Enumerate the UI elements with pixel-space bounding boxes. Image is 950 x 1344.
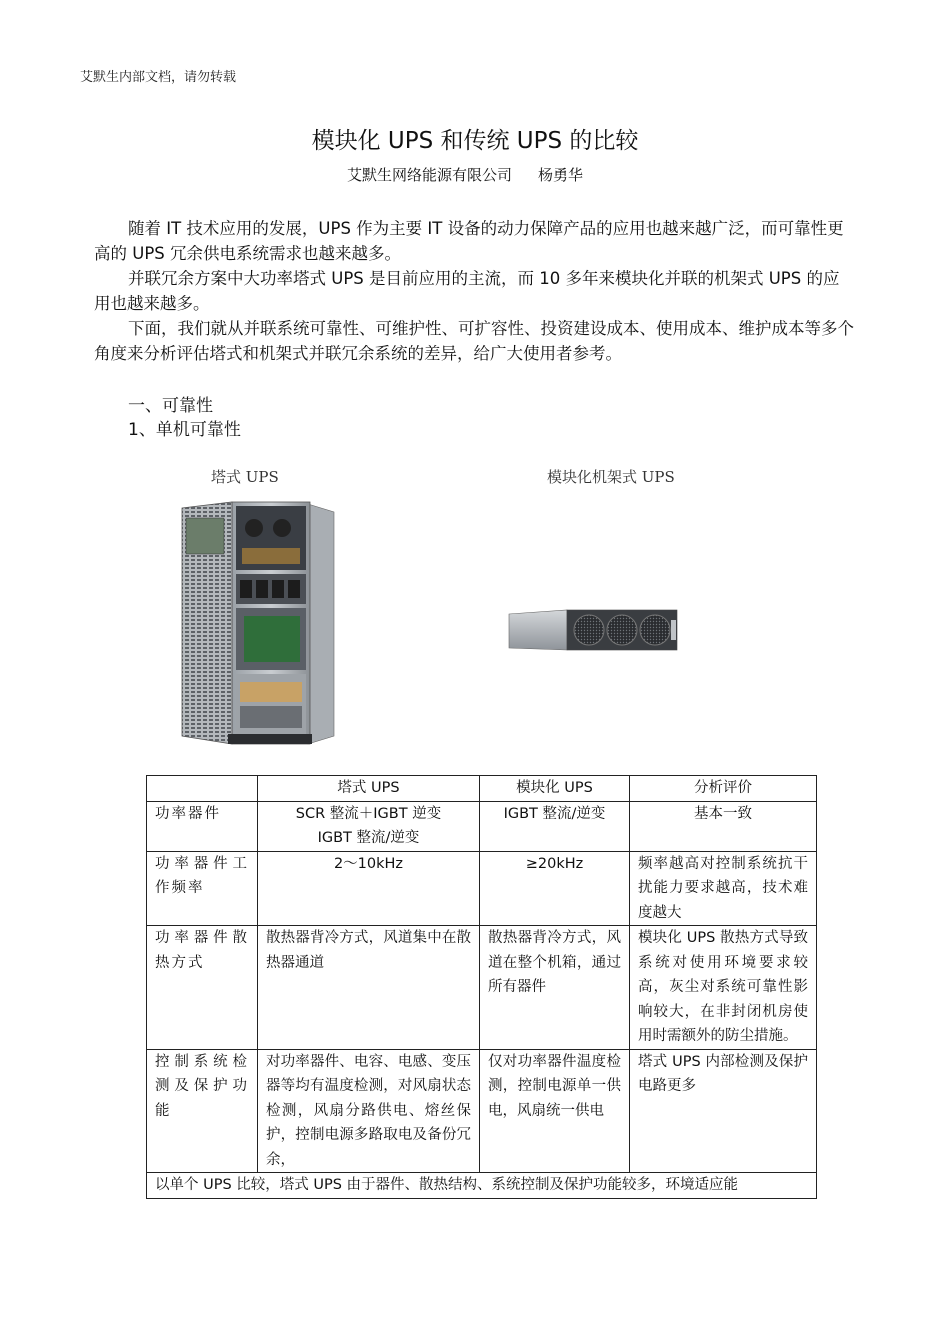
header-note: 艾默生内部文档，请勿转载 — [80, 70, 237, 85]
table-header-row — [147, 776, 817, 802]
tower-ups-label: 塔式 UPS — [211, 468, 279, 486]
table-summary-cell: 以单个 UPS 比较，塔式 UPS 由于器件、散热结构、系统控制及保护功能较多，环境适应能 — [147, 1173, 817, 1199]
paragraph-3: 下面，我们就从并联系统可靠性、可维护性、可扩容性、投资建设成本、使用成本、维护成本等多个角度来分析评估塔式和机架式并联冗余系统的差异，给广大使用者参考。 — [94, 319, 854, 363]
table-cell: IGBT 整流/逆变 — [480, 801, 630, 851]
table-row — [147, 926, 817, 1050]
table-cell: 功率器件散热方式 — [147, 926, 258, 1050]
table-cell: 模块化 UPS 散热方式导致系统对使用环境要求较高，灰尘对系统可靠性影响较大，在非封闭机房使用时需额外的防尘措施。 — [630, 926, 817, 1050]
paragraph-2: 并联冗余方案中大功率塔式 UPS 是目前应用的主流，而 10 多年来模块化并联的机架式 UPS 的应用也越来越多。 — [94, 269, 840, 313]
table-row — [147, 801, 817, 851]
table-row — [147, 851, 817, 926]
document-title: 模块化 UPS 和传统 UPS 的比较 — [311, 128, 639, 154]
table-cell: 功率器件工作频率 — [147, 851, 258, 926]
subsection-heading: 1、单机可靠性 — [128, 420, 241, 440]
table-cell: 散热器背冷方式，风道在整个机箱，通过所有器件 — [480, 926, 630, 1050]
table-cell: 基本一致 — [630, 801, 817, 851]
table-header-cell: 分析评价 — [630, 776, 817, 802]
author-line — [0, 164, 930, 185]
table-cell: SCR 整流＋IGBT 逆变 IGBT 整流/逆变 — [258, 801, 480, 851]
author-name: 杨勇华 — [538, 166, 584, 184]
table-header-cell: 塔式 UPS — [258, 776, 480, 802]
tower-ups-image — [178, 498, 338, 750]
section-heading: 一、可靠性 — [128, 396, 213, 416]
table-cell: 对功率器件、电容、电感、变压器等均有温度检测，对风扇状态检测，风扇分路供电、熔丝保护，控制电源多路取电及备份冗余， — [258, 1049, 480, 1173]
rack-ups-label: 模块化机架式 UPS — [547, 468, 675, 486]
paragraph-1: 随着 IT 技术应用的发展，UPS 作为主要 IT 设备的动力保障产品的应用也越来越广泛，而可靠性更高的 UPS 冗余供电系统需求也越来越多。 — [94, 219, 844, 263]
table-cell: 控制系统检测及保护功能 — [147, 1049, 258, 1173]
table-cell: ≥20kHz — [480, 851, 630, 926]
table-header-cell — [147, 776, 258, 802]
rack-ups-image — [505, 608, 681, 658]
table-cell: 仅对功率器件温度检测，控制电源单一供电，风扇统一供电 — [480, 1049, 630, 1173]
comparison-table — [146, 775, 817, 1199]
table-cell: 散热器背冷方式，风道集中在散热器通道 — [258, 926, 480, 1050]
table-cell: 塔式 UPS 内部检测及保护电路更多 — [630, 1049, 817, 1173]
table-cell: 功率器件 — [147, 801, 258, 851]
table-summary-row — [147, 1173, 817, 1199]
table-header-cell: 模块化 UPS — [480, 776, 630, 802]
table-cell: 2～10kHz — [258, 851, 480, 926]
table-row — [147, 1049, 817, 1173]
author-company: 艾默生网络能源有限公司 — [346, 166, 512, 184]
table-cell: 频率越高对控制系统抗干扰能力要求越高，技术难度越大 — [630, 851, 817, 926]
